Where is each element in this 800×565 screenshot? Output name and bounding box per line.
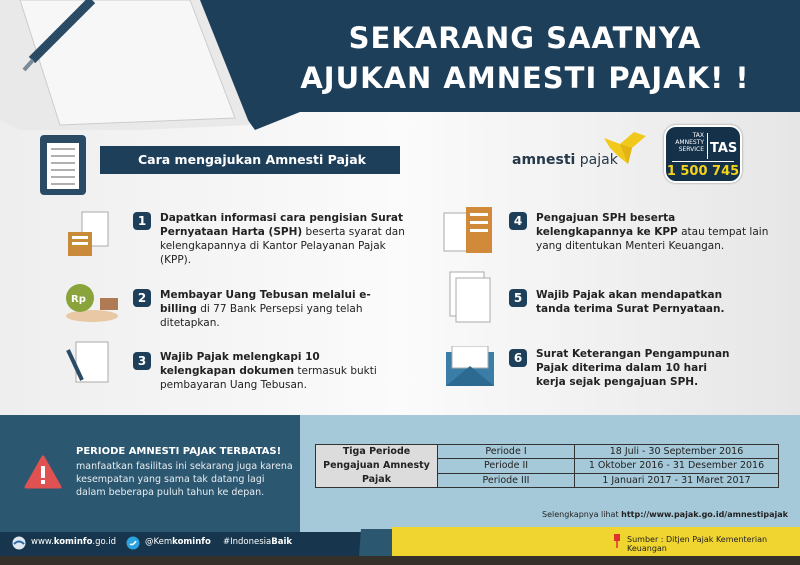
- footer-website[interactable]: www.kominfo.go.id: [31, 537, 117, 547]
- amnesti-pajak-logo: amnesti pajak: [512, 152, 618, 168]
- period-name: Periode I: [438, 445, 575, 459]
- svg-text:Rp: Rp: [71, 294, 86, 305]
- period-dates: 1 Januari 2017 - 31 Maret 2017: [575, 473, 779, 487]
- footer-twitter[interactable]: @Kemkominfo: [145, 537, 211, 547]
- bottom-strip: [0, 556, 800, 565]
- more-info: Selengkapnya lihat http://www.pajak.go.id/amnestipajak: [542, 510, 788, 519]
- document-pen-icon: [62, 340, 117, 385]
- step-3: Wajib Pajak melengkapi 10 kelengkapan dokumen termasuk bukti pembayaran Uang Tebusan.: [160, 351, 377, 391]
- footer-hashtag: #IndonesiaBaik: [223, 537, 293, 547]
- step-number-5: 5: [509, 289, 527, 307]
- period-name: Periode II: [438, 459, 575, 473]
- envelope-icon: [444, 346, 496, 388]
- step-number-6: 6: [509, 349, 527, 367]
- section-title: Cara mengajukan Amnesti Pajak: [100, 146, 400, 174]
- pushpin-icon: [612, 533, 622, 549]
- bird-logo-icon: [602, 130, 648, 170]
- kominfo-globe-icon: [12, 536, 26, 550]
- page-title: SEKARANG SAATNYA AJUKAN AMNESTI PAJAK! !: [300, 21, 750, 95]
- warning-body: manfaatkan fasilitas ini sekarang juga karena kesempatan yang sama tak datang lagi dalam beberapa puluh tahun ke depan.: [76, 461, 293, 498]
- periods-table-header: Tiga Periode Pengajuan Amnesty Pajak: [316, 445, 438, 488]
- step-number-3: 3: [133, 352, 151, 370]
- warning-title: PERIODE AMNESTI PAJAK TERBATAS!: [76, 446, 282, 457]
- footer-divider: [359, 529, 395, 556]
- clipboard-icon: [40, 135, 86, 195]
- office-building-icon-2: [442, 205, 497, 255]
- step-number-1: 1: [133, 212, 151, 230]
- step-number-4: 4: [509, 212, 527, 230]
- money-bag-icon: [62, 278, 122, 324]
- tas-badge: TAX AMNESTY SERVICE TAS 1 500 745: [664, 125, 742, 183]
- step-1: Dapatkan informasi cara pengisian Surat Pernyataan Harta (SPH) beserta syarat dan kelengkapannya di Kantor Pelayanan Pajak (KPP).: [160, 212, 405, 266]
- documents-icon: [448, 270, 493, 325]
- step-number-2: 2: [133, 289, 151, 307]
- office-building-icon: [62, 210, 112, 260]
- step-4: Pengajuan SPH beserta kelengkapannya ke KPP atau tempat lain yang ditentukan Menteri Keuangan.: [536, 212, 769, 252]
- step-5: Wajib Pajak akan mendapatkan tanda terima Surat Pernyataan.: [536, 289, 725, 315]
- periods-table: [315, 444, 779, 488]
- table-row: [316, 445, 779, 459]
- step-2: Membayar Uang Tebusan melalui e-billing di 77 Bank Persepsi yang telah ditetapkan.: [160, 289, 371, 329]
- period-dates: 1 Oktober 2016 - 31 Desember 2016: [575, 459, 779, 473]
- step-6: Surat Keterangan Pengampunan Pajak diterima dalam 10 hari kerja sejak pengajuan SPH.: [536, 348, 730, 388]
- period-dates: 18 Juli - 30 September 2016: [575, 445, 779, 459]
- twitter-icon: [126, 536, 140, 550]
- more-info-link[interactable]: http://www.pajak.go.id/amnestipajak: [621, 510, 788, 519]
- warning-icon: [24, 455, 62, 489]
- source-text: Sumber : Ditjen Pajak Kementerian Keuangan: [627, 535, 768, 553]
- period-name: Periode III: [438, 473, 575, 487]
